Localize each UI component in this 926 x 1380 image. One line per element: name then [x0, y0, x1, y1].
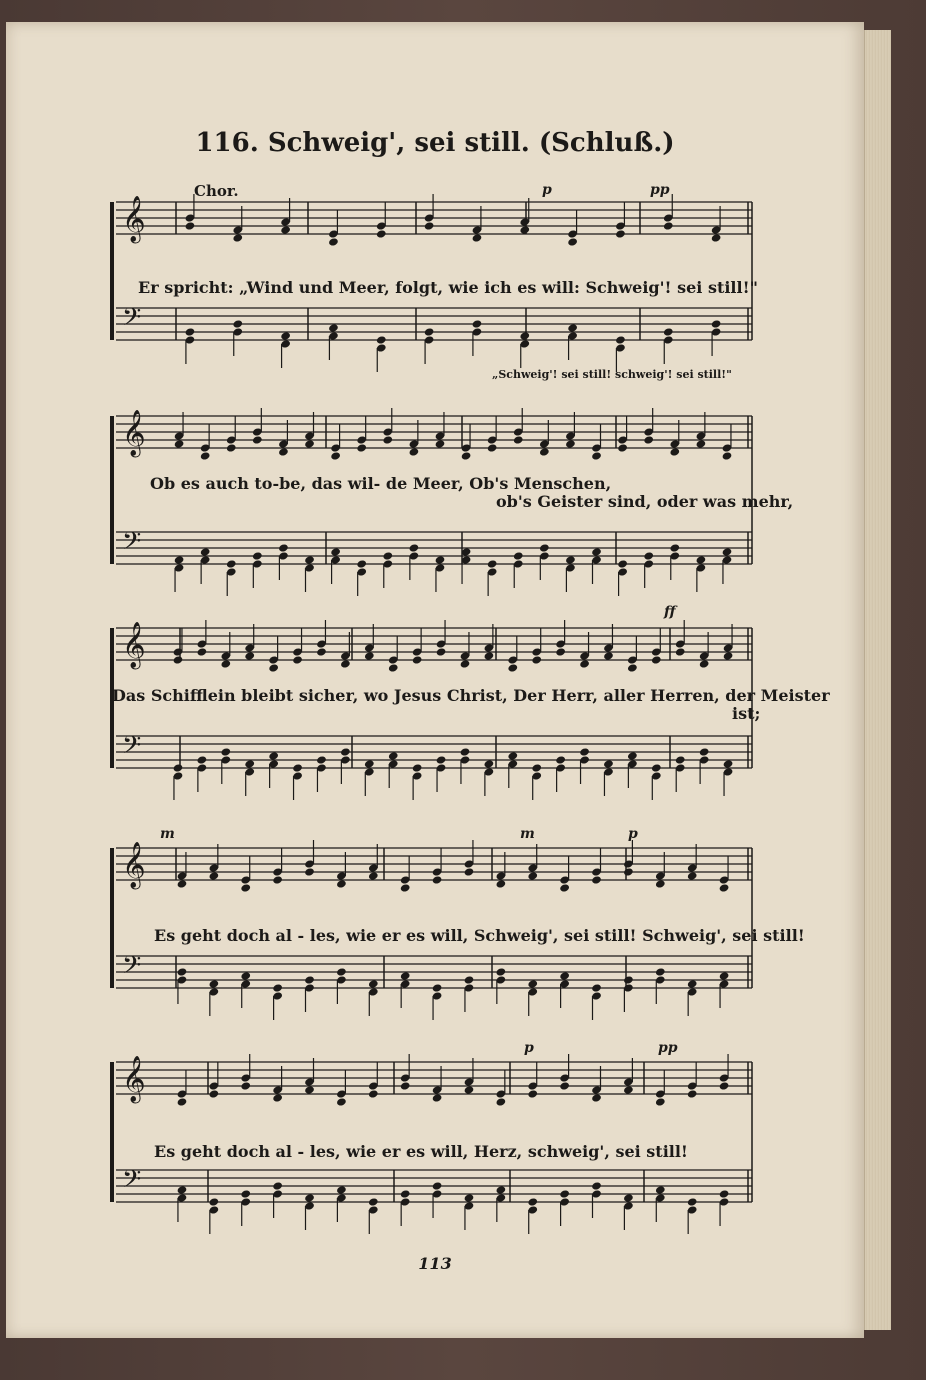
note-head	[432, 875, 443, 884]
note-head	[432, 983, 443, 992]
note-head	[495, 1097, 506, 1106]
note-head	[400, 883, 411, 892]
note-head	[669, 543, 680, 552]
note-head	[174, 439, 185, 448]
note-head	[432, 1181, 443, 1190]
note-head	[623, 867, 634, 876]
note-head	[368, 1197, 379, 1206]
note-head	[292, 763, 303, 772]
note-head	[527, 871, 538, 880]
note-head	[711, 233, 722, 242]
note-head	[623, 975, 634, 984]
note-head	[280, 225, 291, 234]
note-head	[669, 447, 680, 456]
note-head	[527, 1197, 538, 1206]
note-head	[292, 655, 303, 664]
note-head	[304, 1085, 315, 1094]
note-head	[232, 319, 243, 328]
note-head	[527, 1089, 538, 1098]
bass-clef-icon: 𝄢	[122, 731, 142, 766]
note-head	[177, 1185, 188, 1194]
note-head	[719, 1081, 730, 1090]
note-head	[565, 555, 576, 564]
lyric-line: Ob es auch to-be, das wil- de Meer, Ob's Menschen,	[150, 474, 612, 493]
note-head	[185, 221, 196, 230]
note-head	[531, 763, 542, 772]
note-head	[240, 1189, 251, 1198]
note-head	[617, 443, 628, 452]
note-head	[507, 663, 518, 672]
note-head	[722, 451, 733, 460]
treble-clef-icon: 𝄞	[122, 622, 146, 668]
note-head	[185, 327, 196, 336]
note-head	[651, 763, 662, 772]
note-head	[483, 759, 494, 768]
note-head	[382, 435, 393, 444]
note-head	[460, 747, 471, 756]
note-head	[513, 551, 524, 560]
note-head	[643, 435, 654, 444]
note-head	[208, 1089, 219, 1098]
note-head	[507, 751, 518, 760]
dynamic-marking: pp	[650, 182, 670, 198]
music-system-5	[116, 1040, 756, 1240]
note-head	[304, 439, 315, 448]
note-head	[412, 655, 423, 664]
note-head	[555, 755, 566, 764]
note-head	[559, 1081, 570, 1090]
note-head	[330, 547, 341, 556]
note-head	[675, 647, 686, 656]
note-head	[328, 323, 339, 332]
note-head	[464, 975, 475, 984]
note-head	[487, 559, 498, 568]
note-head	[336, 1097, 347, 1106]
note-head	[356, 559, 367, 568]
note-head	[196, 755, 207, 764]
note-head	[304, 867, 315, 876]
treble-clef-icon: 𝄞	[122, 196, 146, 242]
note-head	[627, 751, 638, 760]
note-head	[268, 663, 279, 672]
treble-clef-icon: 𝄞	[122, 842, 146, 888]
note-head	[483, 651, 494, 660]
note-head	[623, 1085, 634, 1094]
note-head	[487, 443, 498, 452]
note-head	[336, 879, 347, 888]
note-head	[330, 451, 341, 460]
note-head	[208, 871, 219, 880]
note-head	[591, 451, 602, 460]
note-head	[272, 1181, 283, 1190]
note-head	[699, 659, 710, 668]
note-head	[364, 651, 375, 660]
note-head	[336, 967, 347, 976]
note-head	[663, 327, 674, 336]
note-head	[623, 1193, 634, 1202]
note-head	[388, 751, 399, 760]
note-head	[220, 659, 231, 668]
note-head	[364, 759, 375, 768]
note-head	[559, 971, 570, 980]
music-staff-pair	[116, 180, 756, 360]
note-head	[336, 1185, 347, 1194]
song-title: 116. Schweig', sei still. (Schluß.)	[195, 128, 675, 158]
note-head	[240, 971, 251, 980]
note-head	[368, 1089, 379, 1098]
note-head	[527, 979, 538, 988]
note-head	[272, 1093, 283, 1102]
note-head	[723, 759, 734, 768]
dynamic-marking: ff	[664, 604, 676, 620]
note-head	[278, 543, 289, 552]
note-head	[643, 551, 654, 560]
note-head	[579, 659, 590, 668]
note-head	[472, 233, 483, 242]
note-head	[519, 331, 530, 340]
note-head	[368, 979, 379, 988]
note-head	[655, 1097, 666, 1106]
note-head	[408, 543, 419, 552]
note-head	[226, 443, 237, 452]
dynamic-marking: p	[628, 826, 638, 842]
note-head	[591, 547, 602, 556]
music-system-3	[112, 604, 830, 806]
note-head	[539, 543, 550, 552]
note-head	[220, 747, 231, 756]
note-head	[232, 233, 243, 242]
note-head	[412, 763, 423, 772]
note-head	[240, 883, 251, 892]
note-head	[460, 659, 471, 668]
note-head	[268, 751, 279, 760]
note-head	[695, 555, 706, 564]
note-head	[591, 875, 602, 884]
note-head	[435, 555, 446, 564]
note-head	[408, 447, 419, 456]
note-head	[567, 237, 578, 246]
page-edges	[864, 30, 891, 1330]
note-head	[424, 327, 435, 336]
dynamic-marking: p	[542, 182, 552, 198]
dynamic-marking: p	[524, 1040, 534, 1056]
note-head	[435, 439, 446, 448]
note-head	[615, 229, 626, 238]
note-head	[555, 647, 566, 656]
lyric-line: Er spricht: „Wind und Meer, folgt, wie ich es will: Schweig'! sei still!"	[138, 278, 758, 297]
note-head	[567, 323, 578, 332]
note-head	[695, 439, 706, 448]
note-head	[173, 763, 184, 772]
note-head	[565, 439, 576, 448]
note-head	[513, 435, 524, 444]
lyric-line: Das Schifflein bleibt sicher, wo Jesus Christ, Der Herr, aller Herren, der Meister	[112, 686, 830, 705]
note-head	[719, 1189, 730, 1198]
note-head	[655, 967, 666, 976]
note-head	[699, 747, 710, 756]
note-head	[472, 319, 483, 328]
note-head	[531, 655, 542, 664]
note-head	[615, 335, 626, 344]
note-head	[559, 883, 570, 892]
note-head	[304, 1193, 315, 1202]
music-staff-pair	[116, 1040, 756, 1220]
note-head	[376, 335, 387, 344]
note-head	[304, 555, 315, 564]
chor-label: Chor.	[194, 182, 239, 200]
bass-clef-icon: 𝄢	[122, 1165, 142, 1200]
note-head	[655, 1185, 666, 1194]
note-head	[400, 971, 411, 980]
lyric-line-small: „Schweig'! sei still! schweig'! sei still!"	[492, 368, 732, 381]
note-head	[272, 983, 283, 992]
note-head	[464, 1193, 475, 1202]
note-head	[226, 559, 237, 568]
note-head	[687, 1089, 698, 1098]
note-head	[603, 651, 614, 660]
note-head	[591, 1093, 602, 1102]
note-head	[244, 651, 255, 660]
note-head	[177, 967, 188, 976]
note-head	[177, 879, 188, 888]
note-head	[603, 759, 614, 768]
note-head	[719, 971, 730, 980]
note-head	[711, 319, 722, 328]
music-system-1	[116, 180, 756, 380]
note-head	[591, 983, 602, 992]
note-head	[495, 967, 506, 976]
note-head	[200, 547, 211, 556]
note-head	[675, 755, 686, 764]
dynamic-marking: m	[520, 826, 535, 842]
note-head	[368, 871, 379, 880]
treble-clef-icon: 𝄞	[122, 410, 146, 456]
note-head	[687, 871, 698, 880]
note-head	[244, 759, 255, 768]
note-head	[464, 1085, 475, 1094]
dynamic-marking: m	[160, 826, 175, 842]
lyric-line: ist;	[732, 704, 761, 723]
note-head	[316, 647, 327, 656]
note-head	[356, 443, 367, 452]
note-head	[495, 1185, 506, 1194]
bass-clef-icon: 𝄢	[122, 527, 142, 562]
note-head	[382, 551, 393, 560]
note-head	[304, 975, 315, 984]
page-number: 113	[418, 1254, 452, 1273]
note-head	[388, 663, 399, 672]
note-head	[722, 547, 733, 556]
lyric-line: Es geht doch al - les, wie er es will, Schweig', sei still! Schweig', sei still!	[154, 926, 805, 945]
note-head	[617, 559, 628, 568]
note-head	[240, 1081, 251, 1090]
note-head	[376, 229, 387, 238]
note-head	[651, 655, 662, 664]
note-head	[687, 979, 698, 988]
note-head	[196, 647, 207, 656]
note-head	[340, 747, 351, 756]
book-page	[6, 22, 864, 1338]
note-head	[400, 1081, 411, 1090]
note-head	[200, 451, 211, 460]
note-head	[464, 867, 475, 876]
note-head	[436, 647, 447, 656]
note-head	[627, 663, 638, 672]
music-system-2	[116, 394, 794, 594]
note-head	[400, 1189, 411, 1198]
note-head	[340, 659, 351, 668]
bass-clef-icon: 𝄢	[122, 951, 142, 986]
music-system-4	[116, 826, 805, 1026]
note-head	[655, 879, 666, 888]
note-head	[432, 1093, 443, 1102]
note-head	[539, 447, 550, 456]
note-head	[591, 1181, 602, 1190]
note-head	[278, 447, 289, 456]
note-head	[495, 879, 506, 888]
note-head	[252, 551, 263, 560]
note-head	[723, 651, 734, 660]
note-head	[173, 655, 184, 664]
note-head	[280, 331, 291, 340]
lyric-line: ob's Geister sind, oder was mehr,	[496, 492, 794, 511]
dynamic-marking: pp	[658, 1040, 678, 1056]
note-head	[208, 1197, 219, 1206]
note-head	[252, 435, 263, 444]
note-head	[328, 237, 339, 246]
note-head	[272, 875, 283, 884]
note-head	[461, 451, 472, 460]
note-head	[579, 747, 590, 756]
note-head	[208, 979, 219, 988]
music-staff-pair	[116, 826, 756, 1006]
note-head	[436, 755, 447, 764]
lyric-line: Es geht doch al - les, wie er es will, Herz, schweig', sei still!	[154, 1142, 688, 1161]
note-head	[687, 1197, 698, 1206]
note-head	[177, 1097, 188, 1106]
note-head	[719, 883, 730, 892]
note-head	[316, 755, 327, 764]
note-head	[424, 221, 435, 230]
note-head	[519, 225, 530, 234]
note-head	[663, 221, 674, 230]
note-head	[174, 555, 185, 564]
bass-clef-icon: 𝄢	[122, 303, 142, 338]
treble-clef-icon: 𝄞	[122, 1056, 146, 1102]
note-head	[559, 1189, 570, 1198]
